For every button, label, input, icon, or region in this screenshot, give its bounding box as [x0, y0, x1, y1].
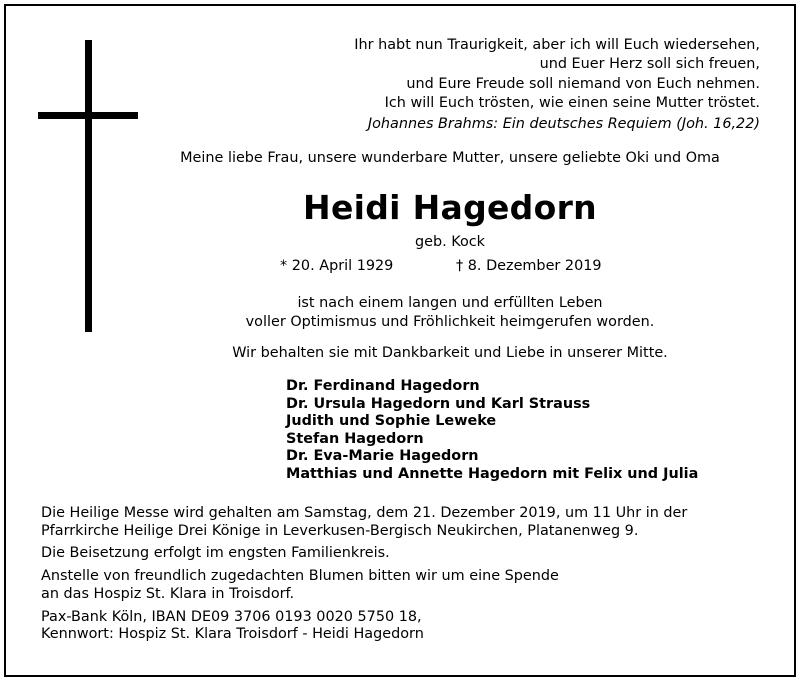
family-member: Dr. Ferdinand Hagedorn: [286, 378, 480, 394]
poem-line: Ihr habt nun Traurigkeit, aber ich will Euch wiedersehen,: [354, 37, 760, 53]
mass-line: Pfarrkirche Heilige Drei Könige in Leverkusen-Bergisch Neukirchen, Platanenweg 9.: [41, 522, 639, 539]
bank-line: Pax-Bank Köln, IBAN DE09 3706 0193 0020 5750 18,: [41, 608, 422, 625]
poem-line: und Eure Freude soll niemand von Euch nehmen.: [406, 75, 760, 92]
donation-line: Anstelle von freundlich zugedachten Blumen bitten wir um eine Spende: [41, 568, 559, 585]
remembrance-text: Wir behalten sie mit Dankbarkeit und Liebe in unserer Mitte.: [232, 345, 668, 361]
deceased-name: Heidi Hagedorn: [303, 188, 597, 227]
family-member: Dr. Eva-Marie Hagedorn: [286, 448, 479, 465]
bank-line: Kennwort: Hospiz St. Klara Troisdorf - Heidi Hagedorn: [41, 626, 424, 643]
mass-line: Die Heilige Messe wird gehalten am Samstag, dem 21. Dezember 2019, um 11 Uhr in der: [41, 505, 688, 521]
mass-note: [41, 505, 687, 540]
poem-line: und Euer Herz soll sich freuen,: [539, 56, 760, 73]
intro-text: Meine liebe Frau, unsere wunderbare Mutter, unsere geliebte Oki und Oma: [180, 150, 720, 166]
service-notes: [41, 505, 687, 649]
life-statement: [140, 294, 760, 333]
latin-cross-icon: [38, 40, 138, 332]
poem-source: Johannes Brahms: Ein deutsches Requiem (Joh. 16,22): [367, 116, 760, 132]
bank-note: [41, 609, 687, 644]
life-line: voller Optimismus und Fröhlichkeit heimgerufen worden.: [245, 314, 655, 331]
donation-note: [41, 568, 687, 603]
family-member: Judith und Sophie Leweke: [286, 413, 497, 430]
family-member: Dr. Ursula Hagedorn und Karl Strauss: [286, 395, 591, 412]
death-date: † 8. Dezember 2019: [456, 258, 602, 274]
poem-line: Ich will Euch trösten, wie einen seine Mutter tröstet.: [384, 95, 760, 112]
poem-quote: [354, 36, 760, 114]
birth-date: * 20. April 1929: [280, 258, 394, 274]
life-line: ist nach einem langen und erfüllten Leben: [297, 295, 603, 311]
birth-name: geb. Kock: [414, 234, 486, 250]
burial-note: Die Beisetzung erfolgt im engsten Familienkreis.: [41, 545, 390, 562]
donation-line: an das Hospiz St. Klara in Troisdorf.: [41, 585, 295, 602]
family-member: Matthias und Annette Hagedorn mit Felix und Julia: [286, 465, 699, 482]
family-member: Stefan Hagedorn: [286, 430, 424, 447]
family-list: [286, 378, 698, 484]
